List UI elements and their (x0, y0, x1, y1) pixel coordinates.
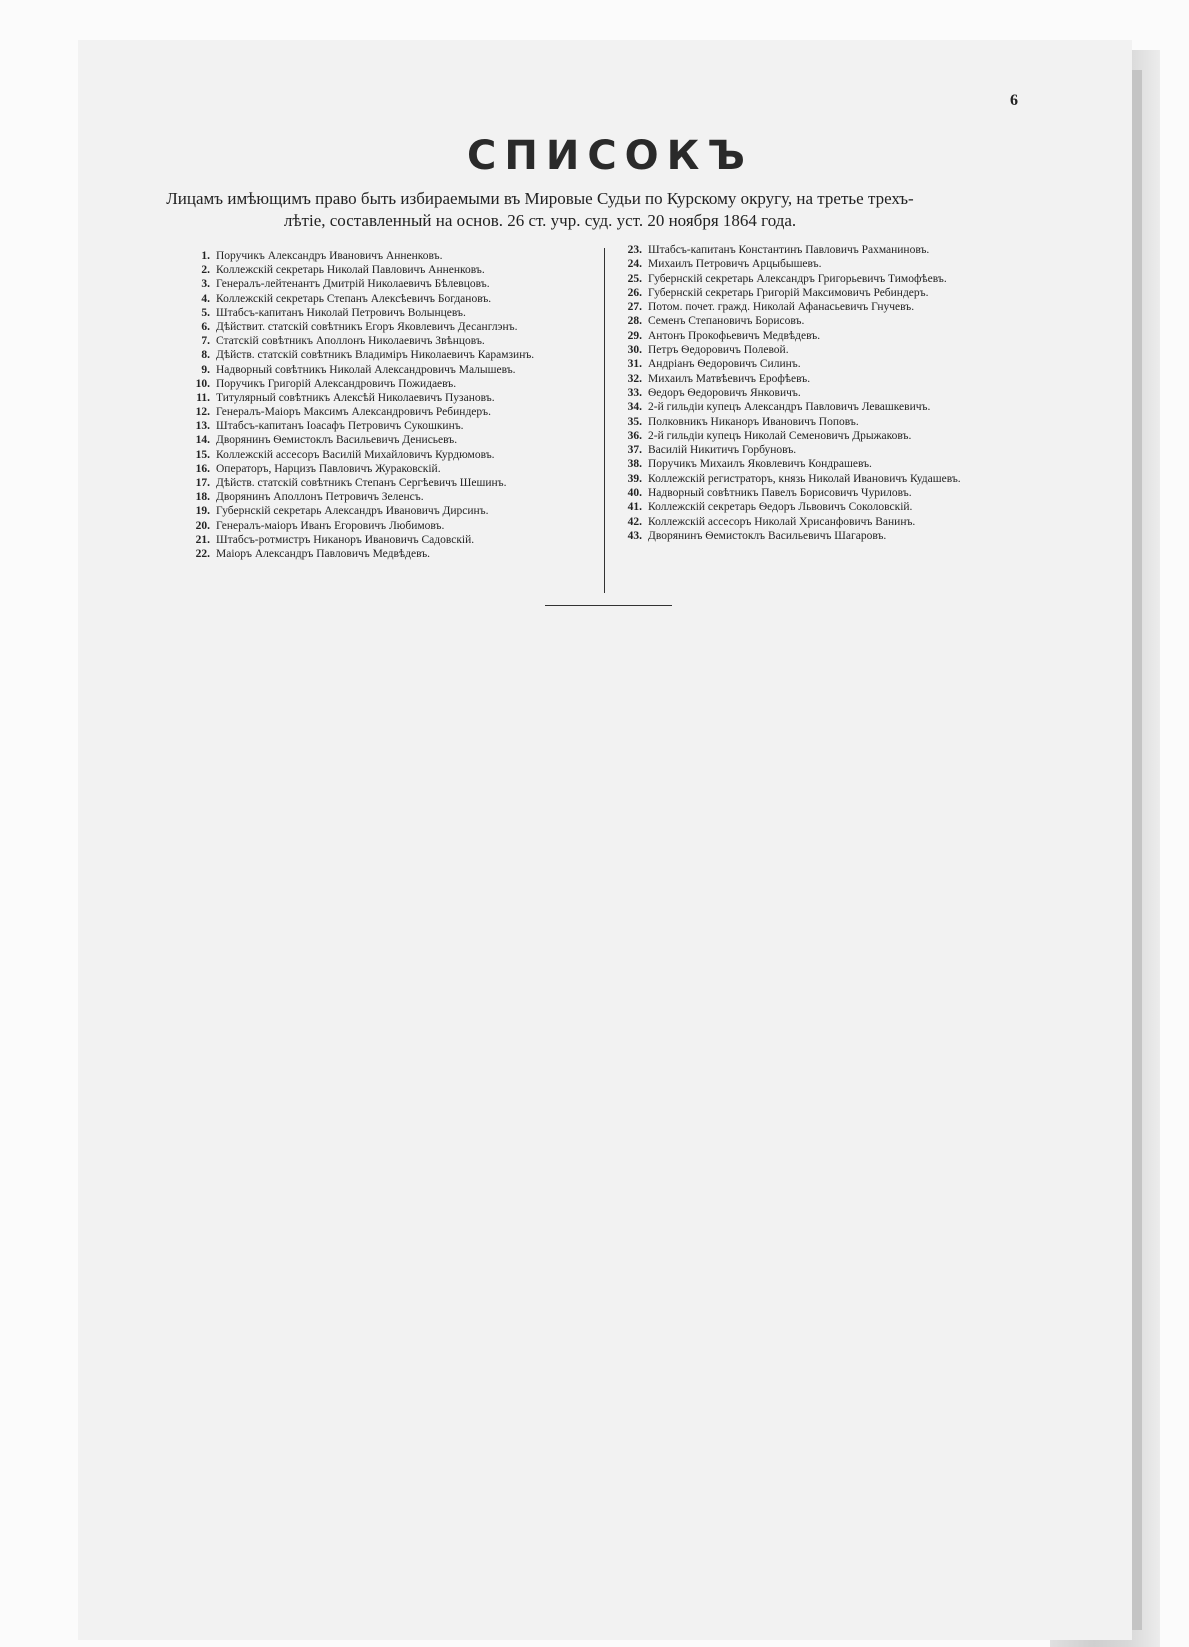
list-item-text: Полковникъ Никаноръ Ивановичъ Поповъ. (648, 415, 859, 428)
list-item (620, 343, 1040, 357)
list-item (188, 306, 608, 320)
list-item-number: 14. (195, 434, 210, 447)
list-item-number: 33. (627, 386, 642, 399)
document-title: СПИСОКЪ (467, 133, 753, 179)
list-item-text: Штабсъ-капитанъ Константинъ Павловичъ Рахманиновъ. (648, 244, 930, 256)
list-item-text: Генералъ-Маіоръ Максимъ Александровичъ Ребиндеръ. (216, 406, 491, 419)
list-item-text: Дѣйств. статскій совѣтникъ Владиміръ Николаевичъ Карамзинъ. (216, 349, 535, 362)
list-item-number: 34. (627, 401, 642, 414)
list-item (620, 529, 1040, 543)
list-item-text: Василій Никитичъ Горбуновъ. (648, 444, 797, 457)
list-item-number: 7. (201, 335, 210, 348)
list-item-number: 5. (201, 306, 210, 319)
list-item-text: Поручикъ Михаилъ Яковлевичъ Кондрашевъ. (648, 458, 872, 471)
list-item-text: Губернскій секретарь Александръ Ивановичъ Дирсинъ. (216, 505, 489, 518)
list-item-text: Дворянинъ Аполлонъ Петровичъ Зеленсъ. (216, 491, 424, 504)
list-item (620, 415, 1040, 429)
list-item-number: 35. (627, 415, 642, 428)
list-item (188, 348, 608, 362)
list-item-number: 8. (201, 349, 210, 362)
list-item (188, 377, 608, 391)
list-item (188, 334, 608, 348)
list-item-text: Статскій совѣтникъ Аполлонъ Николаевичъ Звѣнцовъ. (216, 335, 485, 348)
list-item (188, 519, 608, 533)
list-item-number: 22. (195, 547, 210, 560)
list-left-column (188, 249, 608, 561)
list-item-number: 21. (195, 533, 210, 546)
list-item (188, 277, 608, 291)
list-item (188, 419, 608, 433)
list-item-text: Дворянинъ Ѳемистоклъ Васильевичъ Шагаровъ. (648, 529, 887, 542)
list-item-number: 42. (627, 515, 642, 528)
column-divider (604, 248, 605, 593)
list-item-number: 39. (627, 472, 642, 485)
list-item (620, 272, 1040, 286)
list-item-text: Дѣйств. статскій совѣтникъ Степанъ Сергѣевичъ Шешинъ. (216, 477, 507, 489)
list-item-number: 17. (195, 477, 210, 489)
list-item (188, 490, 608, 504)
list-item-text: Михаилъ Петровичъ Арцыбышевъ. (648, 258, 822, 271)
list-item-number: 19. (195, 505, 210, 518)
list-item-text: Операторъ, Нарцизъ Павловичъ Жураковскій. (216, 462, 441, 475)
list-item-text: Семенъ Степановичъ Борисовъ. (648, 315, 805, 328)
list-item-text: Коллежскій ассесоръ Василій Михайловичъ Курдюмовъ. (216, 448, 495, 461)
list-item-number: 13. (195, 420, 210, 433)
list-item-text: Андріанъ Ѳедоровичъ Силинъ. (648, 358, 801, 371)
list-item-text: Губернскій секретарь Григорій Максимовичъ Ребиндеръ. (648, 286, 929, 299)
list-item-number: 29. (627, 329, 642, 342)
list-item-number: 15. (195, 448, 210, 461)
list-item-number: 31. (627, 358, 642, 371)
list-item-number: 43. (627, 529, 642, 542)
list-item-text: Дѣйствит. статскій совѣтникъ Егоръ Яковлевичъ Десанглэнъ. (216, 320, 518, 333)
closing-rule (545, 605, 672, 606)
list-item (188, 391, 608, 405)
list-item-text: Поручикъ Григорій Александровичъ Пожидаевъ. (216, 377, 457, 390)
list-item (620, 443, 1040, 457)
list-item-text: Дворянинъ Ѳемистоклъ Васильевичъ Денисьевъ. (216, 434, 458, 447)
list-item-number: 30. (627, 344, 642, 357)
list-item-text: Антонъ Прокофьевичъ Медвѣдевъ. (648, 329, 821, 342)
list-item-text: Штабсъ-капитанъ Николай Петровичъ Волынцевъ. (216, 306, 466, 319)
list-item (188, 462, 608, 476)
list-item-number: 41. (627, 501, 642, 514)
list-item-number: 36. (627, 429, 642, 442)
list-item-text: Петръ Ѳедоровичъ Полевой. (648, 344, 789, 357)
list-item (620, 243, 1040, 257)
list-item-number: 9. (201, 363, 210, 376)
list-item (188, 263, 608, 277)
list-item (188, 249, 608, 263)
list-item (620, 372, 1040, 386)
list-item-number: 23. (627, 244, 642, 256)
list-item-text: Михаилъ Матвѣевичъ Ерофѣевъ. (648, 372, 811, 385)
page-number: 6 (1010, 92, 1018, 109)
document-subtitle: Лицамъ имѣющимъ право быть избираемыми въ Мировые Судьи по Курскому округу, на третье трехъ-лѣтіе, составленный на основ. 26 ст. учр. суд. уст. 20 ноября 1864 года. (166, 189, 914, 230)
list-item-text: Губернскій секретарь Александръ Григорьевичъ Тимофѣевъ. (648, 272, 947, 285)
list-item (620, 472, 1040, 486)
list-item (188, 433, 608, 447)
list-right-column (620, 243, 1040, 543)
list-item (620, 500, 1040, 514)
list-item (620, 357, 1040, 371)
list-item-text: Генералъ-маіоръ Иванъ Егоровичъ Любимовъ. (216, 519, 445, 532)
list-item-text: Поручикъ Александръ Ивановичъ Анненковъ. (216, 250, 443, 262)
list-item-text: Надворный совѣтникъ Николай Александровичъ Малышевъ. (216, 363, 516, 376)
list-item-text: 2-й гильдіи купецъ Николай Семеновичъ Дрыжаковъ. (648, 429, 912, 442)
list-item (188, 448, 608, 462)
list-item-number: 26. (627, 286, 642, 299)
list-item (620, 300, 1040, 314)
list-item (620, 486, 1040, 500)
list-item-number: 25. (627, 272, 642, 285)
list-item-text: Надворный совѣтникъ Павелъ Борисовичъ Чуриловъ. (648, 487, 912, 500)
list-item-number: 18. (195, 491, 210, 504)
list-item-text: Маіоръ Александръ Павловичъ Медвѣдевъ. (216, 547, 431, 560)
list-item-number: 32. (627, 372, 642, 385)
list-item-number: 11. (196, 391, 210, 404)
list-item (620, 429, 1040, 443)
list-item (620, 400, 1040, 414)
list-item-number: 10. (195, 377, 210, 390)
list-item-text: Коллежскій секретарь Ѳедоръ Львовичъ Соколовскій. (648, 501, 913, 514)
list-item-number: 37. (627, 444, 642, 457)
list-item-number: 27. (627, 301, 642, 314)
list-item (620, 457, 1040, 471)
list-item (620, 314, 1040, 328)
list-item (188, 533, 608, 547)
list-item-text: Штабсъ-капитанъ Іоасафъ Петровичъ Сукошкинъ. (216, 420, 464, 433)
list-item-number: 2. (201, 264, 210, 277)
list-item (188, 292, 608, 306)
list-item-number: 4. (201, 292, 210, 305)
list-item-number: 40. (627, 487, 642, 500)
list-item-number: 6. (201, 320, 210, 333)
list-item-text: Коллежскій ассесоръ Николай Хрисанфовичъ Ванинъ. (648, 515, 916, 528)
list-item-text: Генералъ-лейтенантъ Дмитрій Николаевичъ Бѣлевцовъ. (216, 278, 490, 291)
list-item-text: Ѳедоръ Ѳедоровичъ Янковичъ. (648, 386, 801, 399)
list-item-text: Титулярный совѣтникъ Алексѣй Николаевичъ Пузановъ. (216, 391, 495, 404)
list-item-number: 1. (201, 250, 210, 262)
list-item (188, 547, 608, 561)
list-item-number: 12. (195, 406, 210, 419)
list-item (620, 515, 1040, 529)
list-item-number: 28. (627, 315, 642, 328)
list-item-number: 38. (627, 458, 642, 471)
list-item (620, 386, 1040, 400)
list-item-number: 20. (195, 519, 210, 532)
list-item-text: 2-й гильдіи купецъ Александръ Павловичъ Левашкевичъ. (648, 401, 931, 414)
list-item (188, 320, 608, 334)
list-item-text: Коллежскій регистраторъ, князь Николай Ивановичъ Кудашевъ. (648, 472, 961, 485)
list-item-text: Коллежскій секретарь Николай Павловичъ Анненковъ. (216, 264, 485, 277)
list-item-number: 16. (195, 462, 210, 475)
list-item-number: 24. (627, 258, 642, 271)
list-item (620, 257, 1040, 271)
list-item-text: Коллежскій секретарь Степанъ Алексѣевичъ Богдановъ. (216, 292, 492, 305)
list-item-text: Штабсъ-ротмистръ Никаноръ Ивановичъ Садовскій. (216, 533, 475, 546)
list-item (620, 286, 1040, 300)
list-item (620, 329, 1040, 343)
list-item (188, 476, 608, 490)
list-item (188, 363, 608, 377)
list-item-text: Потом. почет. гражд. Николай Афанасьевичъ Гнучевъ. (648, 301, 915, 314)
list-item-number: 3. (201, 278, 210, 291)
list-item (188, 405, 608, 419)
list-item (188, 504, 608, 518)
